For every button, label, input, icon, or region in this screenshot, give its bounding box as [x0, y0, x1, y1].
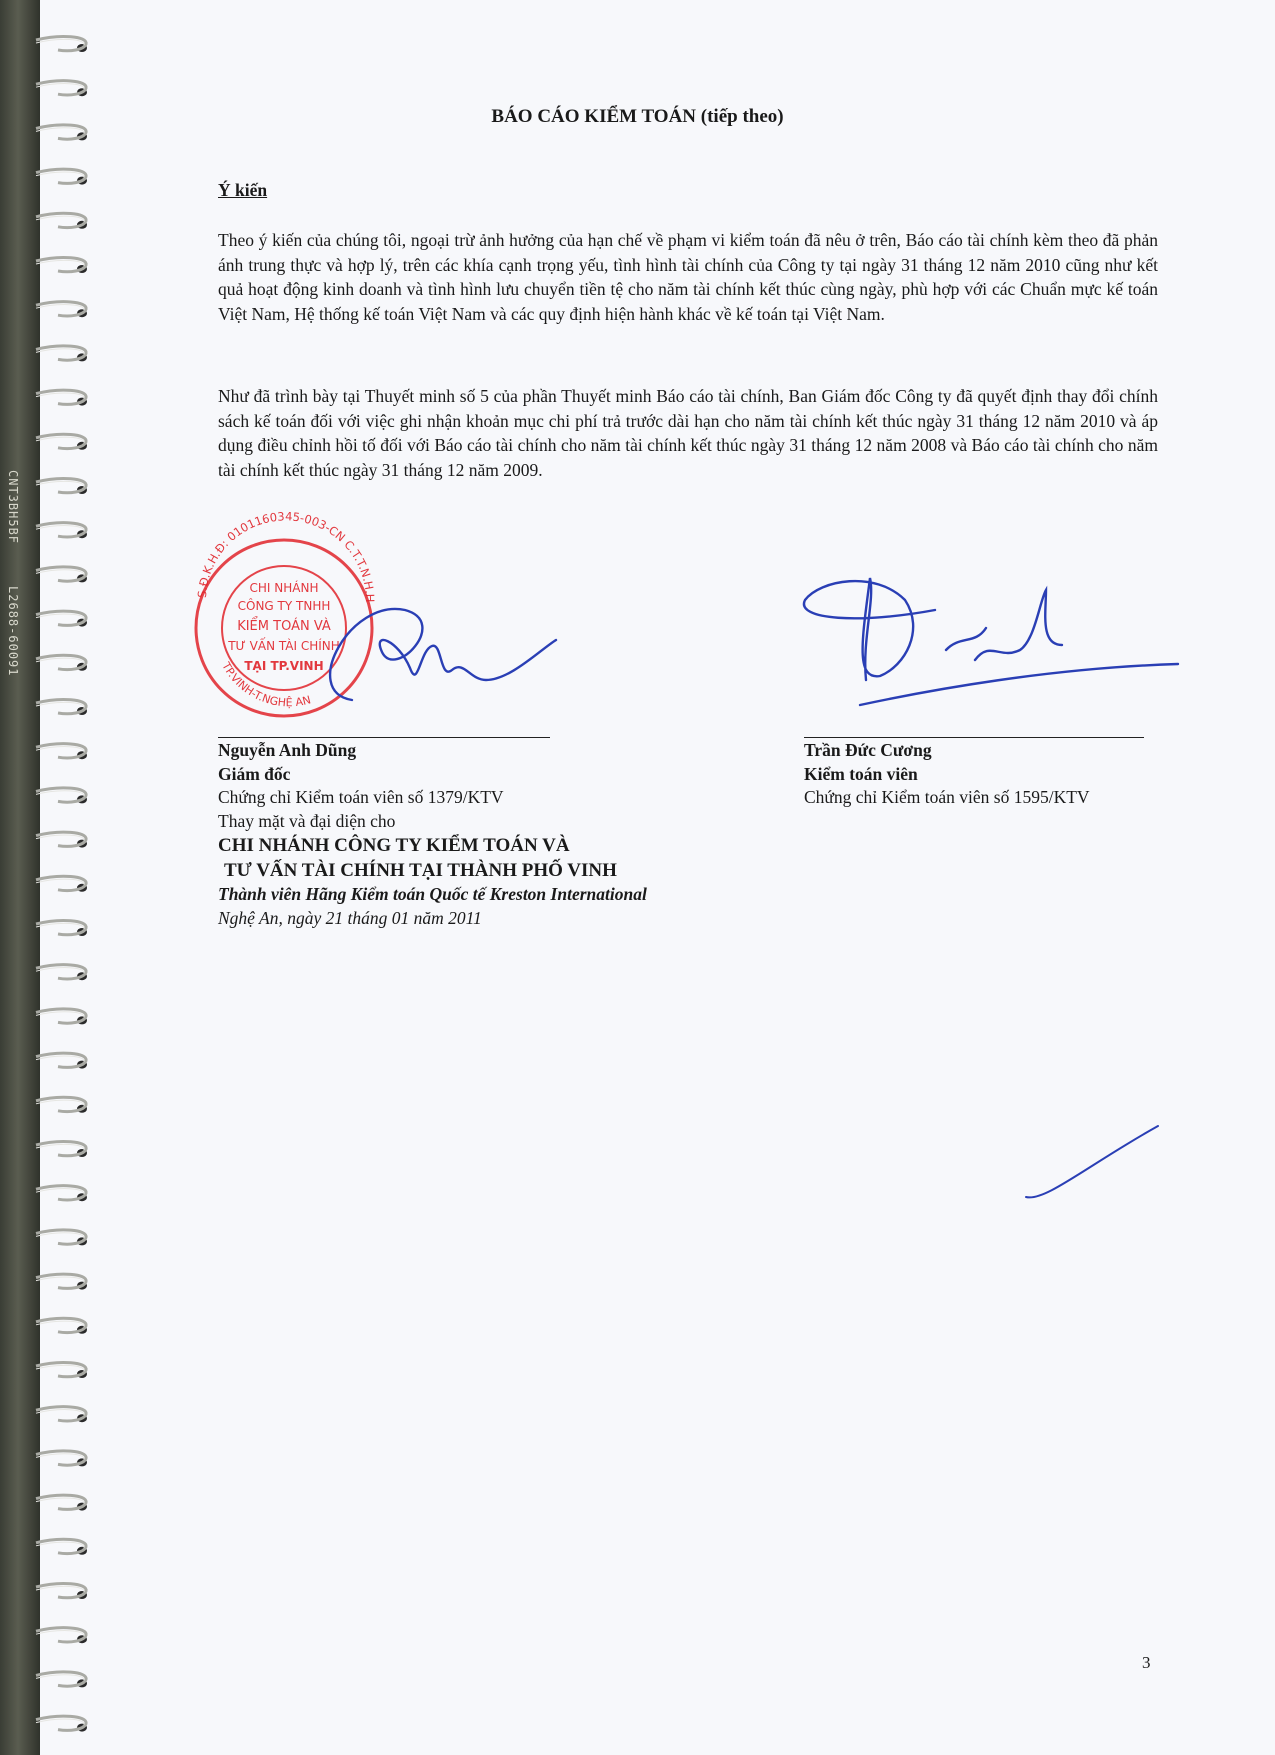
stamp-line-3: KIỂM TOÁN VÀ — [237, 619, 331, 634]
stamp-line-4: TƯ VẤN TÀI CHÍNH — [228, 639, 340, 653]
firm-name-line-1: CHI NHÁNH CÔNG TY KIỂM TOÁN VÀ — [218, 835, 570, 856]
signature-line-left — [218, 737, 550, 738]
signature-line-right — [804, 737, 1144, 738]
signatory-left-name: Nguyễn Anh Dũng — [218, 740, 357, 760]
signatory-right-certificate: Chứng chỉ Kiểm toán viên số 1595/KTV — [804, 787, 1090, 807]
signatory-left-position: Giám đốc — [218, 763, 291, 784]
stamp-bottom-text: TP.VINH-T.NGHỆ AN — [219, 660, 313, 710]
stamp-line-5: TẠI TP.VINH — [244, 659, 324, 673]
signatory-right-position: Kiểm toán viên — [804, 763, 918, 784]
signatory-right-block — [804, 739, 1090, 810]
report-title: BÁO CÁO KIỂM TOÁN (tiếp theo) — [491, 106, 784, 127]
on-behalf-text: Thay mặt và đại diện cho — [218, 810, 396, 831]
pen-mark — [1026, 1126, 1158, 1197]
opinion-paragraph: Theo ý kiến của chúng tôi, ngoại trừ ảnh hưởng của hạn chế về phạm vi kiểm toán đã nêu ở trên, Báo cáo tài chính kèm theo đã phản ánh trung thực và hợp lý, trên các khía cạnh trọng yếu, tình hình tài chính của Công ty tại ngày 31 tháng 12 năm 2010 cũng như kết quả hoạt động kinh doanh và tình hình lưu chuyển tiền tệ cho năm tài chính kết thúc cùng ngày, phù hợp với các Chuẩn mực kế toán Việt Nam, Hệ thống kế toán Việt Nam và các quy định hiện hành khác về kế toán tại Việt Nam. — [218, 230, 1158, 324]
signature-right — [804, 578, 1178, 705]
emphasis-paragraph: Như đã trình bày tại Thuyết minh số 5 của phần Thuyết minh Báo cáo tài chính, Ban Giám đốc Công ty đã quyết định thay đổi chính sách kế toán đối với việc ghi nhận khoản mục chi phí trả trước dài hạn cho năm tài chính kết thúc ngày 31 tháng 12 năm 2010 và áp dụng điều chỉnh hồi tố đối với Báo cáo tài chính cho năm tài chính kết thúc ngày 31 tháng 12 năm 2008 và Báo cáo tài chính cho năm tài chính kết thúc ngày 31 tháng 12 năm 2009. — [218, 386, 1158, 480]
stamp-line-1: CHI NHÁNH — [249, 581, 319, 595]
page-number: 3 — [1142, 1653, 1151, 1672]
signatory-left-block — [218, 739, 647, 930]
signatory-right-name: Trần Đức Cương — [804, 740, 932, 760]
opinion-heading: Ý kiến — [218, 180, 268, 200]
place-and-date: Nghệ An, ngày 21 tháng 01 năm 2011 — [218, 907, 482, 928]
binding-code-right: L2688-60091 — [6, 586, 20, 677]
firm-membership: Thành viên Hãng Kiểm toán Quốc tế Kreston International — [218, 884, 647, 904]
company-stamp — [195, 509, 377, 716]
firm-name-line-2: TƯ VẤN TÀI CHÍNH TẠI THÀNH PHỐ VINH — [224, 860, 617, 881]
binding-code-left: CNT3BH5BF — [6, 470, 20, 545]
stamp-ring-text: S.Đ.K.H.Đ: 0101160345-003-CN C.T.T.N.H.H — [194, 509, 378, 603]
signature-left — [330, 609, 556, 700]
stamp-line-2: CÔNG TY TNHH — [237, 599, 331, 613]
signatory-left-certificate: Chứng chỉ Kiểm toán viên số 1379/KTV — [218, 787, 504, 807]
